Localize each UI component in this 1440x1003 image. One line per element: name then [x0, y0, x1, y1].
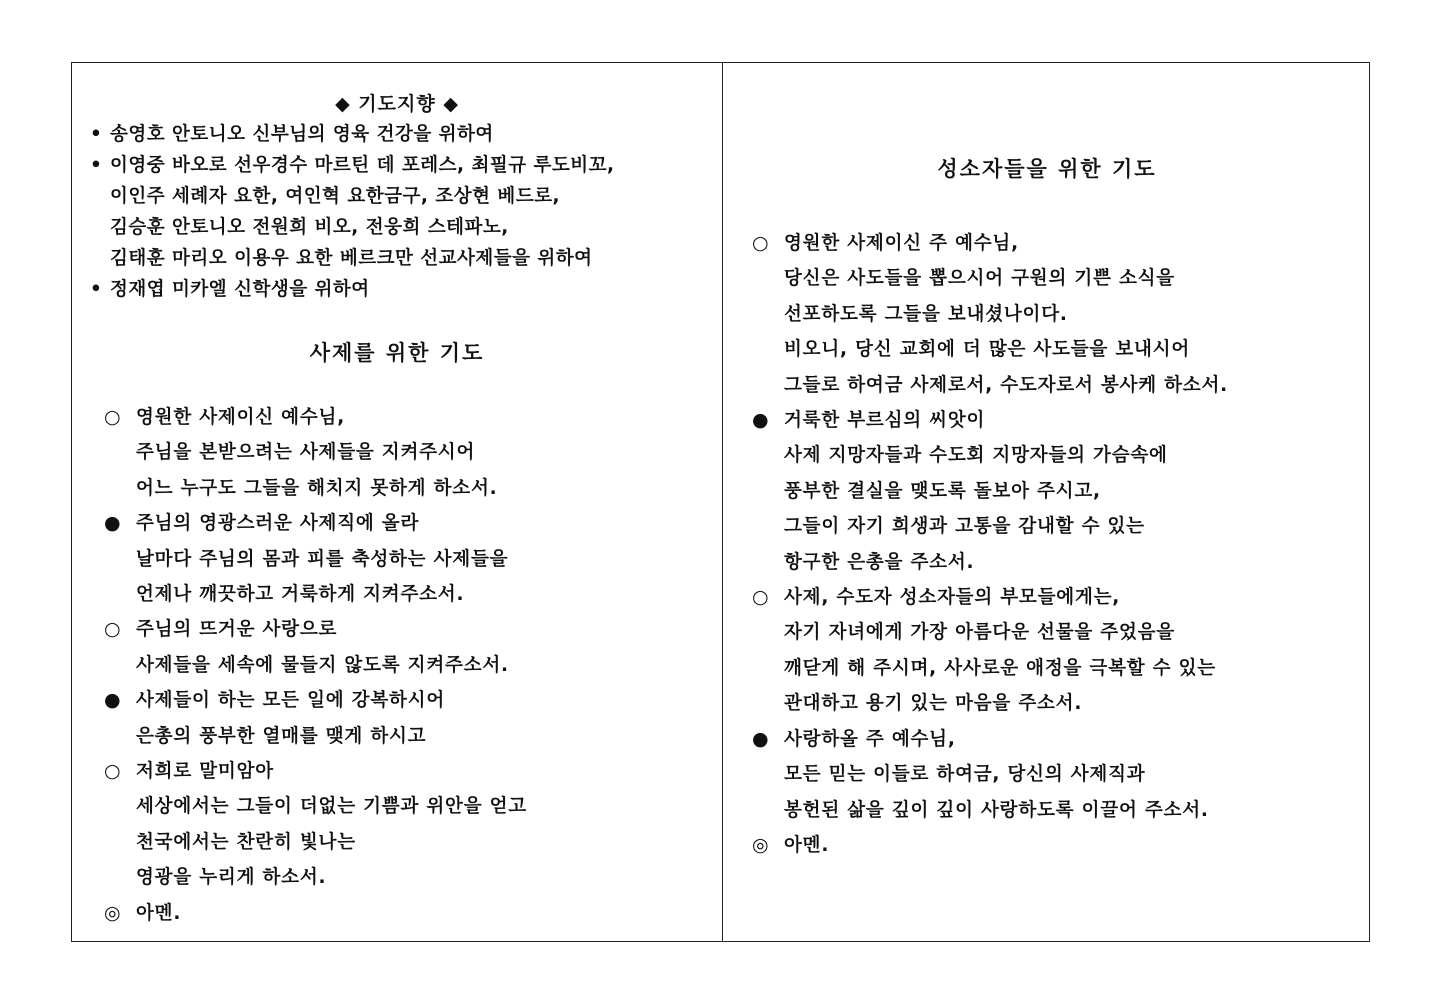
prayer-verse — [104, 400, 527, 506]
prayer-line: 깨닫게 해 주시며, 사사로운 애정을 극복할 수 있는 — [784, 657, 1216, 679]
hollow-circle-icon: ○ — [752, 232, 769, 254]
prayer-line: 영원한 사제이신 주 예수님, — [784, 233, 1019, 254]
prayer-verse — [752, 403, 1228, 580]
prayer-line: 선포하도록 그들을 보내셨나이다. — [784, 303, 1068, 325]
double-circle-icon: ◎ — [752, 833, 769, 856]
prayer-line: 어느 누구도 그들을 해치지 못하게 하소서. — [136, 477, 498, 499]
prayer-line: 영원한 사제이신 예수님, — [136, 407, 346, 428]
prayer-line: 날마다 주님의 몸과 피를 축성하는 사제들을 — [136, 548, 509, 570]
prayer-line: 주님의 뜨거운 사랑으로 — [136, 619, 338, 641]
intention-line: 송영호 안토니오 신부님의 영육 건강을 위하여 — [110, 124, 494, 145]
prayer-line: 은총의 풍부한 열매를 맺게 하시고 — [136, 725, 427, 747]
intentions-title: ◆ 기도지향 ◆ — [335, 93, 459, 115]
hollow-circle-icon: ○ — [104, 618, 121, 641]
prayer-line: 사제 지망자들과 수도회 지망자들의 가슴속에 — [784, 445, 1168, 467]
vocation-prayer-title: 성소자들을 위한 기도 — [937, 157, 1157, 181]
prayer-verse — [104, 506, 527, 612]
filled-circle-icon: ● — [104, 512, 121, 535]
prayer-verse — [752, 828, 1228, 863]
prayer-line: 관대하고 용기 있는 마음을 주소서. — [784, 693, 1083, 715]
prayer-line: 사제, 수도자 성소자들의 부모들에게는, — [784, 587, 1121, 609]
prayer-verse — [752, 226, 1228, 403]
prayer-line: 사랑하올 주 예수님, — [784, 728, 956, 750]
prayer-line: 비오니, 당신 교회에 더 많은 사도들을 보내시어 — [784, 339, 1191, 361]
prayer-line: 천국에서는 찬란히 빛나는 — [136, 831, 356, 853]
intention-line: 이영중 바오로 선우경수 마르틴 데 포레스, 최필규 루도비꼬, — [110, 155, 615, 176]
bullet-icon: • — [90, 155, 103, 176]
prayer-leaflet — [71, 62, 1370, 942]
prayer-line: 거룩한 부르심의 씨앗이 — [784, 410, 986, 432]
prayer-verse — [104, 683, 527, 754]
prayer-line: 아멘. — [136, 902, 182, 924]
prayer-verse — [752, 580, 1228, 722]
prayer-line: 주님을 본받으려는 사제들을 지켜주시어 — [136, 442, 476, 464]
prayer-line: 당신은 사도들을 뽑으시어 구원의 기쁜 소식을 — [784, 268, 1175, 290]
right-panel — [724, 63, 1370, 941]
priest-prayer — [104, 400, 527, 931]
hollow-circle-icon: ○ — [104, 760, 121, 783]
prayer-verse — [104, 896, 527, 931]
intention-item — [88, 119, 615, 150]
bullet-icon: • — [90, 124, 103, 145]
filled-circle-icon: ● — [752, 409, 769, 432]
intention-item — [88, 274, 615, 305]
intention-line: 이인주 세례자 요한, 여인혁 요한금구, 조상현 베드로, — [110, 186, 561, 207]
filled-circle-icon: ● — [104, 689, 121, 712]
center-divider — [722, 63, 723, 941]
prayer-line: 자기 자녀에게 가장 아름다운 선물을 주었음을 — [784, 622, 1175, 644]
prayer-line: 세상에서는 그들이 더없는 기쁨과 위안을 얻고 — [136, 796, 527, 818]
prayer-line: 언제나 깨끗하고 거룩하게 지켜주소서. — [136, 584, 465, 606]
prayer-verse — [104, 754, 527, 896]
prayer-line: 풍부한 결실을 맺도록 돌보아 주시고, — [784, 480, 1101, 502]
priest-prayer-title: 사제를 위한 기도 — [309, 341, 485, 365]
prayer-verse — [752, 722, 1228, 828]
prayer-line: 사제들이 하는 모든 일에 강복하시어 — [136, 690, 446, 712]
double-circle-icon: ◎ — [104, 901, 121, 924]
intention-item — [88, 150, 615, 274]
prayer-line: 그들로 하여금 사제로서, 수도자로서 봉사케 하소서. — [784, 374, 1228, 396]
prayer-line: 항구한 은총을 주소서. — [784, 551, 975, 573]
left-panel — [72, 63, 722, 941]
intentions-list — [88, 119, 615, 305]
prayer-verse — [104, 612, 527, 683]
prayer-line: 저희로 말미암아 — [136, 761, 274, 783]
prayer-line: 사제들을 세속에 물들지 않도록 지켜주소서. — [136, 654, 509, 676]
prayer-line: 모든 믿는 이들로 하여금, 당신의 사제직과 — [784, 764, 1146, 786]
vocation-prayer — [752, 226, 1228, 863]
intention-line: 김승훈 안토니오 전원희 비오, 전웅희 스테파노, — [110, 217, 509, 238]
filled-circle-icon: ● — [752, 727, 769, 750]
prayer-line: 영광을 누리게 하소서. — [136, 867, 327, 889]
intention-line: 정재엽 미카엘 신학생을 위하여 — [110, 279, 370, 300]
prayer-line: 아멘. — [784, 834, 830, 856]
prayer-line: 주님의 영광스러운 사제직에 올라 — [136, 513, 420, 535]
prayer-line: 봉헌된 삶을 깊이 깊이 사랑하도록 이끌어 주소서. — [784, 799, 1209, 821]
bullet-icon: • — [90, 279, 103, 300]
hollow-circle-icon: ○ — [104, 406, 121, 428]
hollow-circle-icon: ○ — [752, 586, 769, 609]
prayer-line: 그들이 자기 희생과 고통을 감내할 수 있는 — [784, 516, 1145, 538]
intention-line: 김태훈 마리오 이용우 요한 베르크만 선교사제들을 위하여 — [110, 248, 593, 269]
